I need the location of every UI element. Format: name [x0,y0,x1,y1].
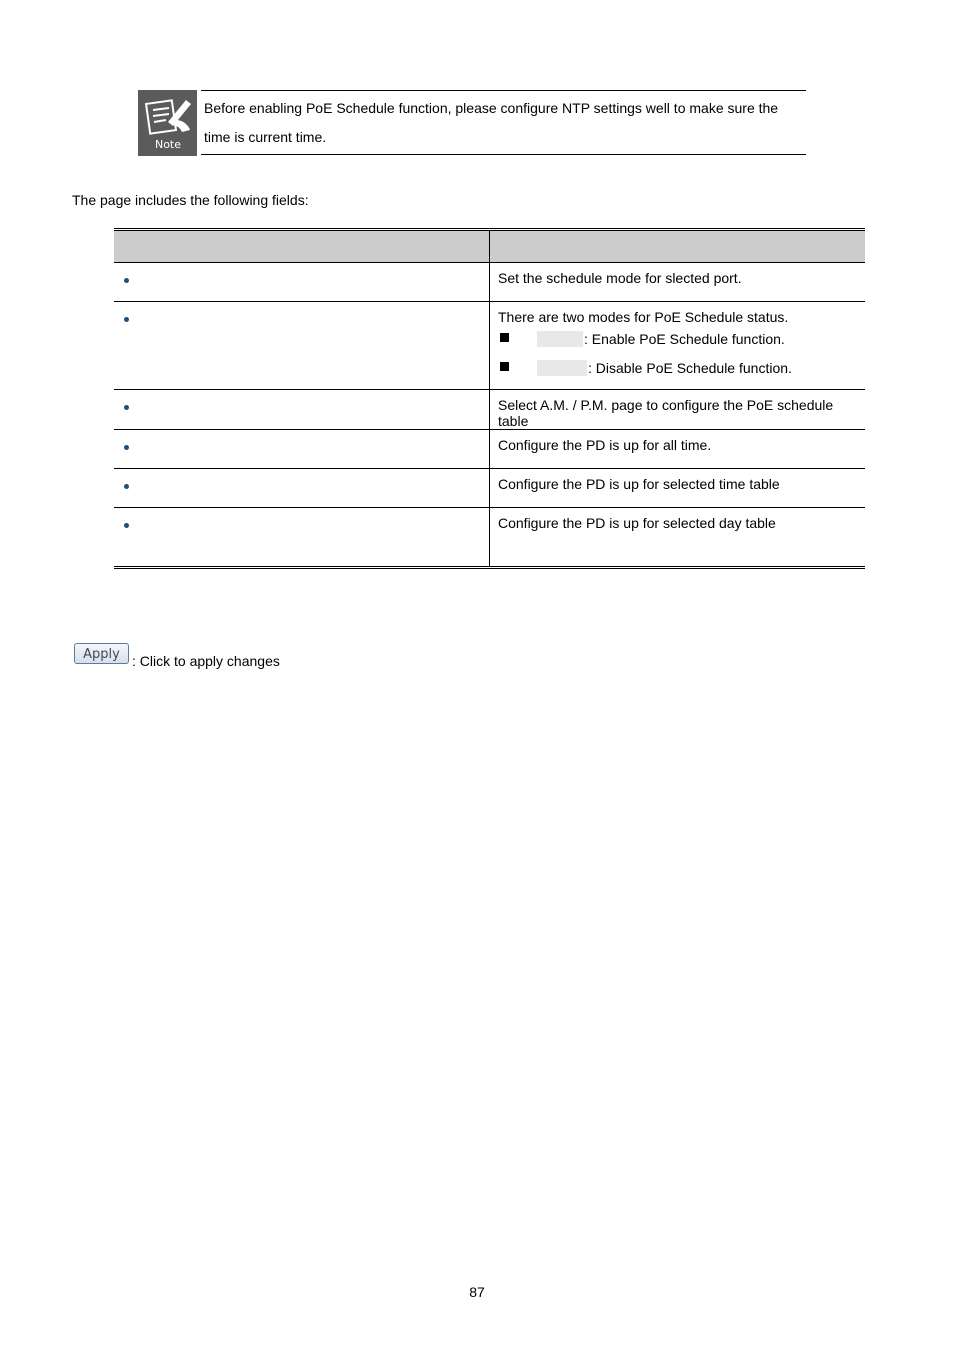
square-bullet-icon [500,362,509,371]
description-cell: Set the schedule mode for slected port. [490,263,866,302]
option-name-enable [537,331,583,347]
note-icon-label: Note [154,138,182,151]
option-name-disable [537,360,587,376]
bullet-icon [124,278,129,283]
option-disable [498,358,865,387]
description-cell: Select A.M. / P.M. page to configure the PoE schedule table [490,390,866,430]
square-bullet-icon [500,333,509,342]
table-row [114,390,865,430]
object-cell [114,390,490,430]
option-text-disable: : Disable PoE Schedule function. [588,360,792,376]
bullet-icon [124,405,129,410]
table-row [114,508,865,568]
bullet-icon [124,445,129,450]
apply-button[interactable]: Apply [74,643,129,664]
object-cell [114,302,490,390]
object-cell [114,430,490,469]
bullet-icon [124,317,129,322]
description-cell: Configure the PD is up for selected day table [490,508,866,568]
object-cell [114,508,490,568]
fields-table [114,228,865,569]
description-cell [490,302,866,390]
description-cell: Configure the PD is up for selected time table [490,469,866,508]
note-text: Before enabling PoE Schedule function, please configure NTP settings well to make sure the time is current time. [201,90,806,155]
description-text: There are two modes for PoE Schedule status. [498,309,789,325]
table-row [114,469,865,508]
option-enable [498,329,865,358]
table-header-row [114,230,865,263]
bullet-icon [124,523,129,528]
bullet-icon [124,484,129,489]
description-cell: Configure the PD is up for all time. [490,430,866,469]
table-row [114,302,865,390]
table-row [114,263,865,302]
apply-description: : Click to apply changes [132,653,280,669]
note-box [138,90,808,157]
header-object [114,230,490,263]
table-row [114,430,865,469]
note-icon [138,90,197,156]
object-cell [114,469,490,508]
page-number: 87 [469,1284,485,1300]
header-description [490,230,866,263]
option-text-enable: : Enable PoE Schedule function. [584,331,785,347]
intro-text: The page includes the following fields: [72,192,309,208]
object-cell [114,263,490,302]
